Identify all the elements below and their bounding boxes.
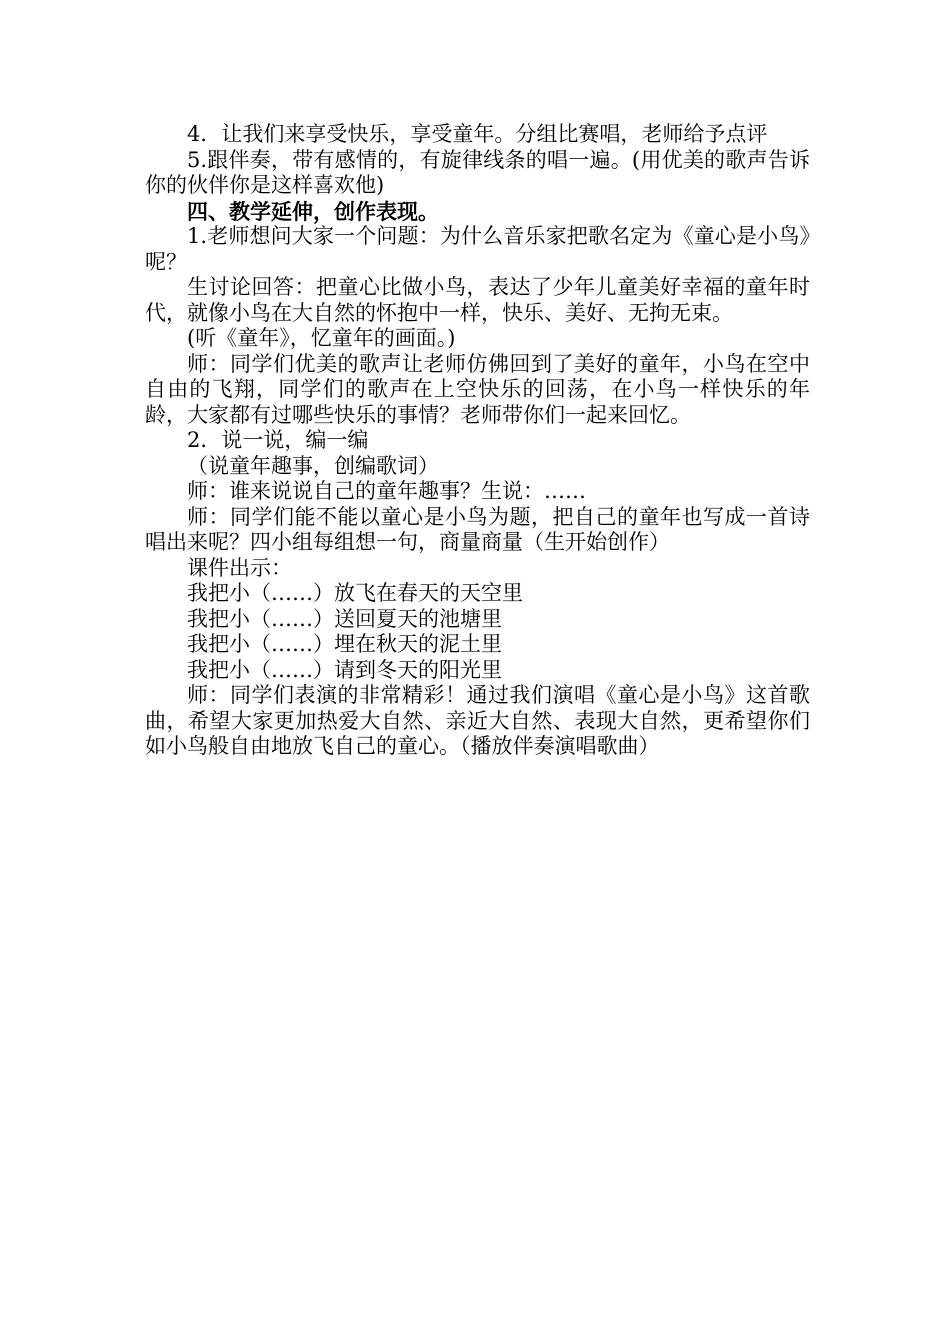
lyric-line-autumn: 我把小（……）埋在秋天的泥土里 bbox=[187, 632, 502, 656]
lyric-line-winter: 我把小（……）请到冬天的阳光里 bbox=[187, 657, 502, 682]
paragraph-step-2: 2．说一说，编一编 bbox=[187, 428, 369, 452]
paragraph-teacher-create: 师：同学们能不能以童心是小鸟为题，把自己的童年也写成一首诗唱出来呢？四小组每组想一句，商量商量（生开始创作） bbox=[145, 504, 810, 554]
paragraph-step-4: 4．让我们来享受快乐，享受童年。分组比赛唱，老师给予点评 bbox=[187, 122, 768, 146]
paragraph-step-5: 5.跟伴奏，带有感情的，有旋律线条的唱一遍。(用优美的歌声告诉你的伙伴你是这样喜欢他) bbox=[145, 147, 810, 197]
paragraph-courseware: 课件出示： bbox=[187, 555, 292, 580]
paragraph-teacher-ask: 师：谁来说说自己的童年趣事？生说：…… bbox=[187, 479, 586, 503]
paragraph-student-answer: 生讨论回答：把童心比做小鸟，表达了少年儿童美好幸福的童年时代，就像小鸟在大自然的怀抱中一样，快乐、美好、无拘无束。 bbox=[145, 275, 810, 325]
lyric-line-summer: 我把小（……）送回夏天的池塘里 bbox=[187, 606, 502, 631]
paragraph-question: 1.老师想问大家一个问题：为什么音乐家把歌名定为《童心是小鸟》呢？ bbox=[145, 224, 810, 274]
section-heading: 四、教学延伸，创作表现。 bbox=[187, 198, 439, 224]
lyric-line-spring: 我把小（……）放飞在春天的天空里 bbox=[187, 581, 523, 605]
paragraph-listen: (听《童年》，忆童年的画面。) bbox=[187, 326, 456, 350]
document-body bbox=[145, 122, 810, 760]
paragraph-story-note: （说童年趣事，创编歌词） bbox=[187, 453, 439, 478]
paragraph-teacher-closing: 师：同学们表演的非常精彩！通过我们演唱《童心是小鸟》这首歌曲，希望大家更加热爱大自然、亲近大自然、表现大自然，更希望你们如小鸟般自由地放飞自己的童心。（播放伴奏演唱歌曲） bbox=[145, 683, 810, 758]
paragraph-teacher-recall: 师：同学们优美的歌声让老师仿佛回到了美好的童年，小鸟在空中自由的飞翔，同学们的歌声在上空快乐的回荡，在小鸟一样快乐的年龄，大家都有过哪些快乐的事情？老师带你们一起来回忆。 bbox=[145, 351, 810, 427]
